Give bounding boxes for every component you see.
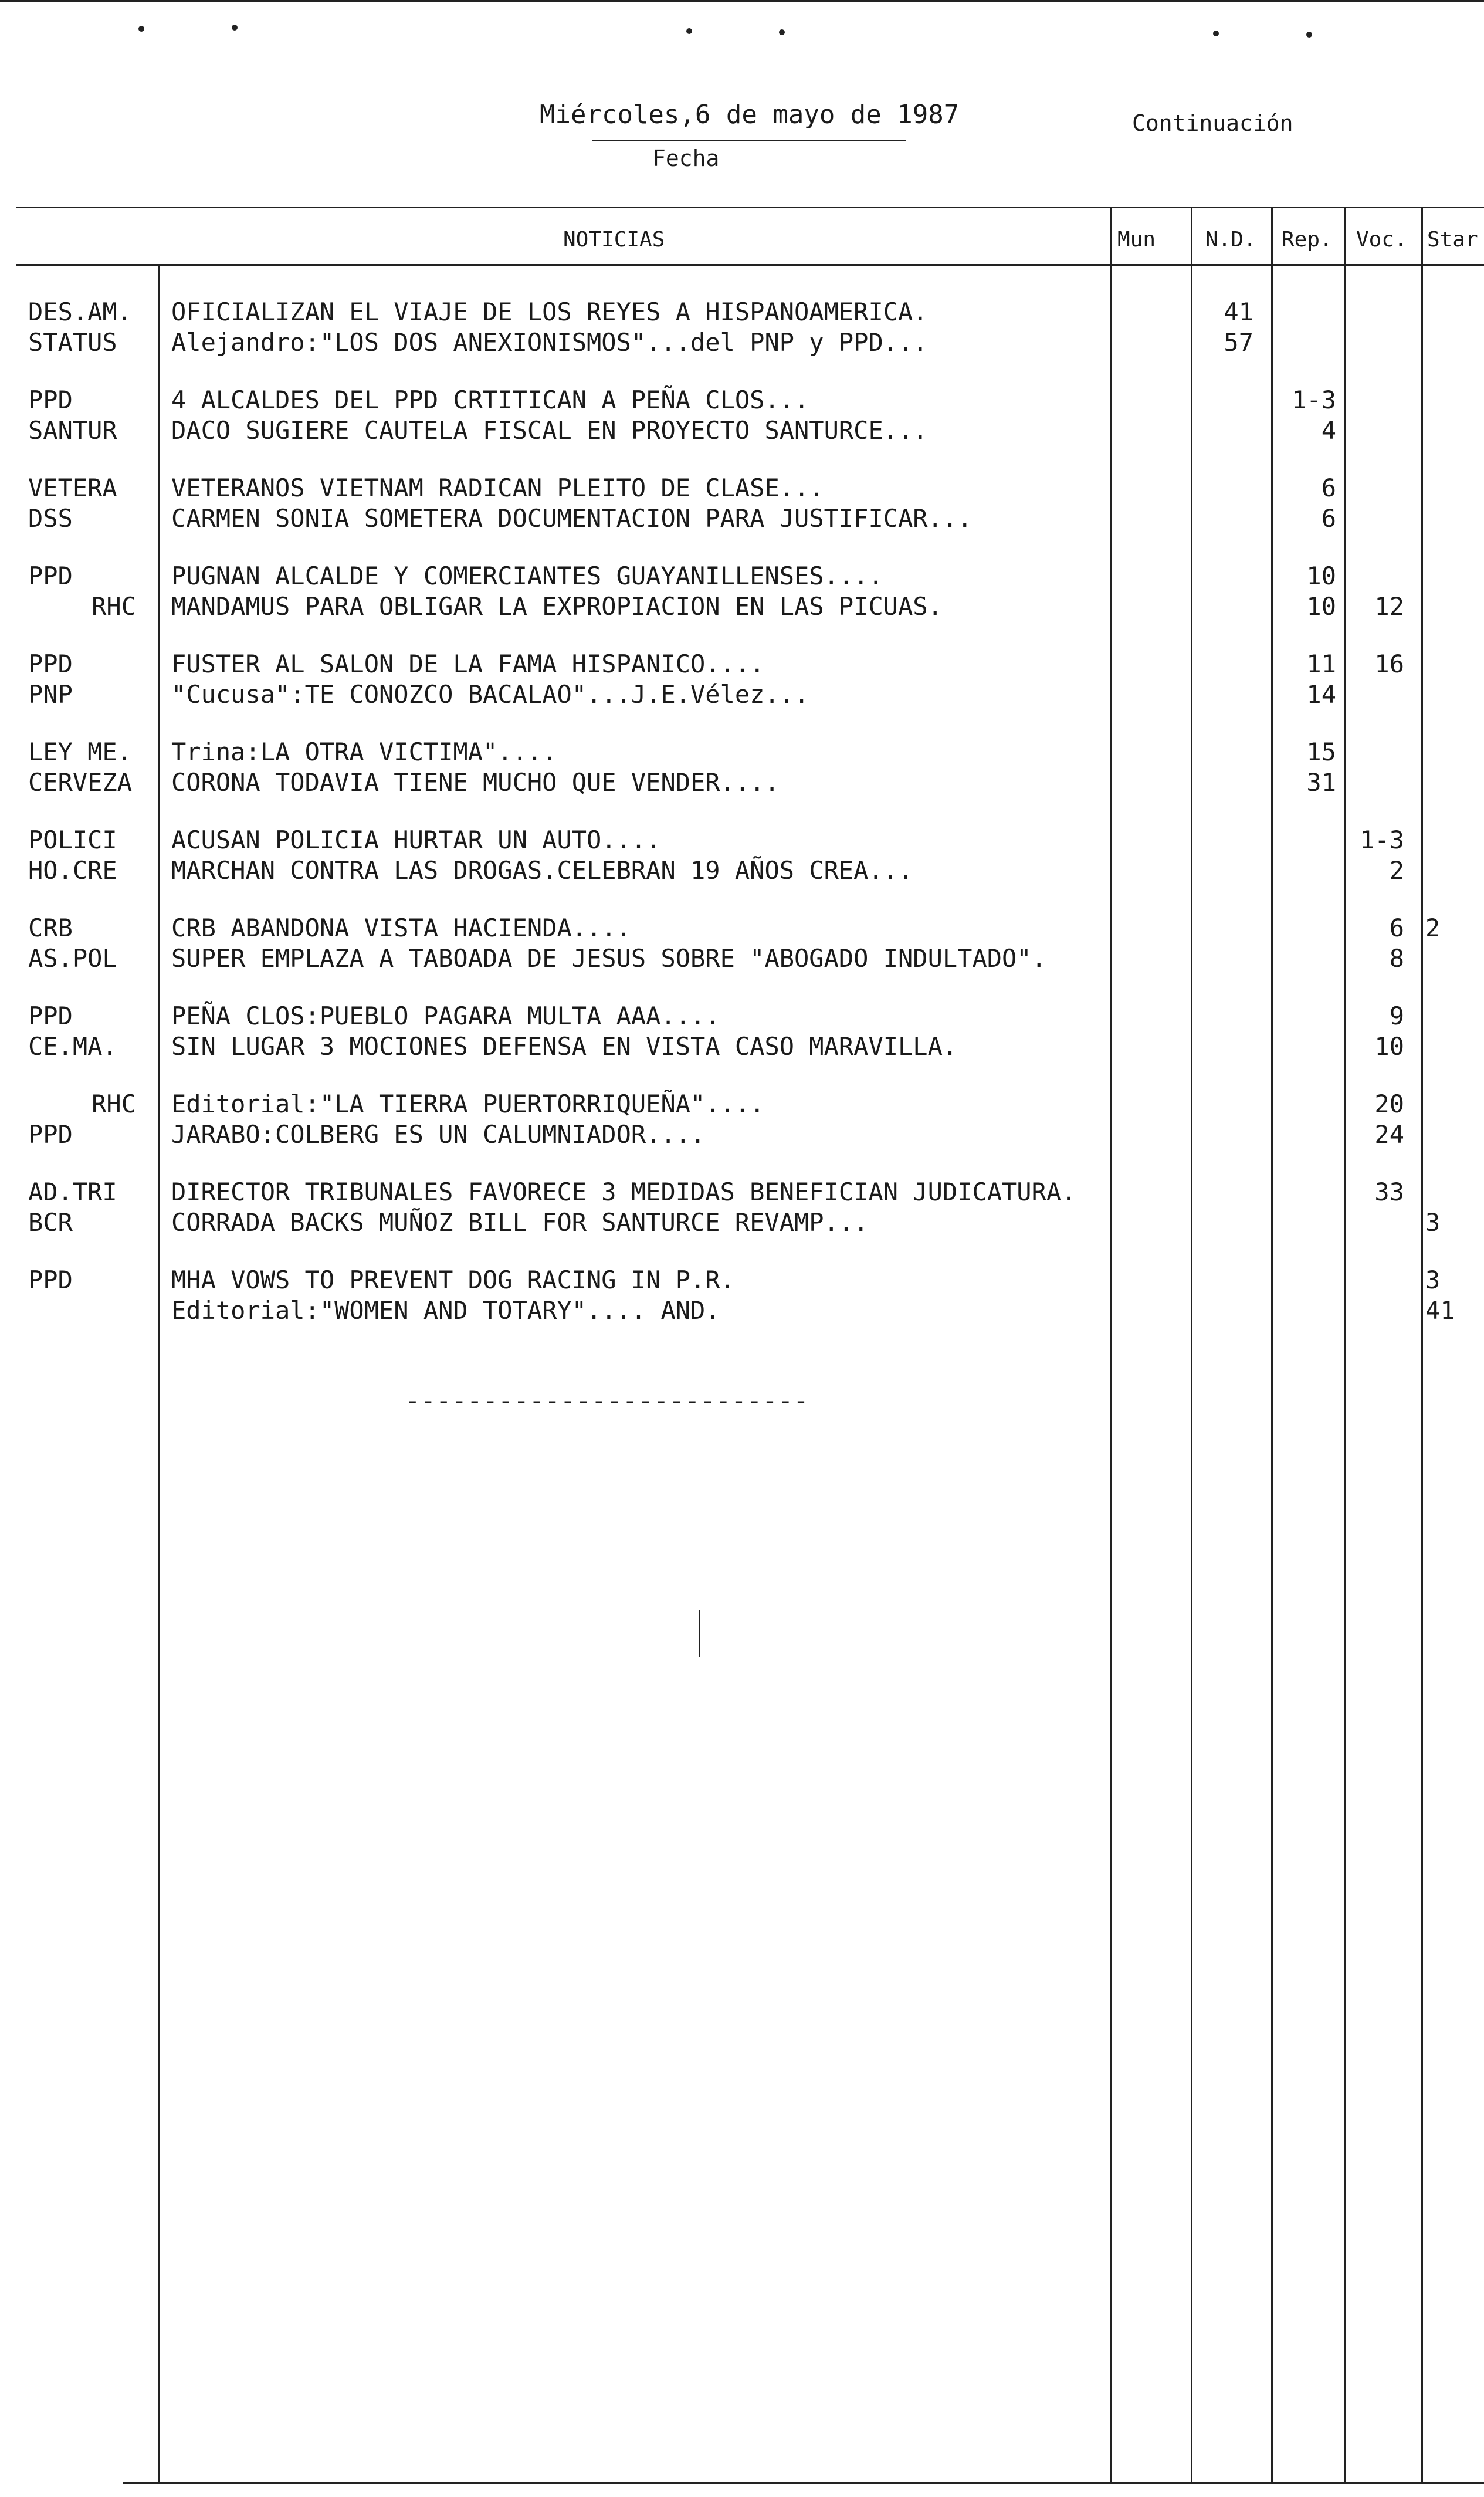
speck <box>1306 32 1312 38</box>
row-rep: 15 <box>1306 737 1336 766</box>
row-voc: 9 <box>1389 1001 1404 1030</box>
row-rep: 31 <box>1306 768 1336 797</box>
row-rep: 14 <box>1306 680 1336 709</box>
row-code: CERVEZA <box>28 768 133 797</box>
row-nd: 41 <box>1224 297 1253 326</box>
speck <box>686 28 692 34</box>
speck <box>779 29 785 35</box>
row-text: CRB ABANDONA VISTA HACIENDA.... <box>171 913 631 942</box>
row-code: PPD <box>28 385 73 414</box>
speck <box>138 26 144 32</box>
stray-mark <box>699 1610 700 1657</box>
date-underline <box>592 140 906 141</box>
row-rep: 6 <box>1321 473 1336 502</box>
continuation-label: Continuación <box>1132 110 1293 136</box>
row-text: PUGNAN ALCALDE Y COMERCIANTES GUAYANILLENSES.... <box>171 561 883 590</box>
column-header-noticias: NOTICIAS <box>563 228 665 252</box>
row-text: CARMEN SONIA SOMETERA DOCUMENTACION PARA JUSTIFICAR... <box>171 504 973 533</box>
row-voc: 6 <box>1389 913 1404 942</box>
row-star: 41 <box>1425 1296 1455 1325</box>
row-code: AS.POL <box>28 944 117 973</box>
row-text: "Cucusa":TE CONOZCO BACALAO"...J.E.Vélez... <box>171 680 809 709</box>
row-text: CORONA TODAVIA TIENE MUCHO QUE VENDER.... <box>171 768 780 797</box>
row-code: PPD <box>28 1001 73 1030</box>
row-text: Editorial:"WOMEN AND TOTARY".... AND. <box>171 1296 720 1325</box>
row-code: CRB <box>28 913 73 942</box>
row-text: DACO SUGIERE CAUTELA FISCAL EN PROYECTO SANTURCE... <box>171 416 928 445</box>
row-text: SUPER EMPLAZA A TABOADA DE JESUS SOBRE "ABOGADO INDULTADO". <box>171 944 1046 973</box>
table-header-border <box>16 264 1484 266</box>
row-code: RHC <box>92 592 136 621</box>
row-text: JARABO:COLBERG ES UN CALUMNIADOR.... <box>171 1120 706 1149</box>
row-text: CORRADA BACKS MUÑOZ BILL FOR SANTURCE REVAMP... <box>171 1208 869 1237</box>
row-text: DIRECTOR TRIBUNALES FAVORECE 3 MEDIDAS BENEFICIAN JUDICATURA. <box>171 1178 1076 1206</box>
date-caption: Fecha <box>652 146 720 171</box>
row-code: PPD <box>28 649 73 678</box>
row-code: BCR <box>28 1208 73 1237</box>
row-code: PPD <box>28 561 73 590</box>
row-rep: 4 <box>1321 416 1336 445</box>
column-header-rep: Rep. <box>1282 228 1333 252</box>
row-rep: 11 <box>1306 649 1336 678</box>
row-code: STATUS <box>28 328 117 357</box>
row-text: MHA VOWS TO PREVENT DOG RACING IN P.R. <box>171 1266 735 1294</box>
row-voc: 33 <box>1374 1178 1404 1206</box>
row-text: 4 ALCALDES DEL PPD CRTITICAN A PEÑA CLOS... <box>171 385 809 414</box>
row-voc: 1-3 <box>1360 825 1404 854</box>
row-code: SANTUR <box>28 416 117 445</box>
row-rep: 10 <box>1306 592 1336 621</box>
row-code: PNP <box>28 680 73 709</box>
row-voc: 16 <box>1374 649 1404 678</box>
row-rep: 6 <box>1321 504 1336 533</box>
row-text: MARCHAN CONTRA LAS DROGAS.CELEBRAN 19 AÑOS CREA... <box>171 856 913 885</box>
end-of-list-rule: -------------------------- <box>405 1386 809 1416</box>
top-edge-line <box>0 0 1484 2</box>
row-voc: 12 <box>1374 592 1404 621</box>
rep-column-divider <box>1271 207 1273 2483</box>
row-code: AD.TRI <box>28 1178 117 1206</box>
row-text: Alejandro:"LOS DOS ANEXIONISMOS"...del PNP y PPD... <box>171 328 928 357</box>
row-code: PPD <box>28 1266 73 1294</box>
row-code: CE.MA. <box>28 1032 117 1061</box>
row-text: Editorial:"LA TIERRA PUERTORRIQUEÑA".... <box>171 1090 765 1118</box>
column-header-mun: Mun <box>1117 228 1156 252</box>
row-star: 2 <box>1425 913 1441 942</box>
nd-column-divider <box>1191 207 1192 2483</box>
row-code: POLICI <box>28 825 117 854</box>
column-header-star: Star <box>1427 228 1478 252</box>
row-code: VETERA <box>28 473 117 502</box>
row-rep: 10 <box>1306 561 1336 590</box>
row-voc: 10 <box>1374 1032 1404 1061</box>
star-column-divider <box>1421 207 1423 2483</box>
row-text: SIN LUGAR 3 MOCIONES DEFENSA EN VISTA CASO MARAVILLA. <box>171 1032 958 1061</box>
column-header-voc: Voc. <box>1356 228 1407 252</box>
row-text: FUSTER AL SALON DE LA FAMA HISPANICO.... <box>171 649 765 678</box>
table-bottom-border <box>123 2482 1484 2484</box>
row-voc: 8 <box>1389 944 1404 973</box>
speck <box>232 25 238 31</box>
row-star: 3 <box>1425 1266 1441 1294</box>
code-column-divider <box>158 265 160 2483</box>
column-header-nd: N.D. <box>1205 228 1256 252</box>
mun-column-divider <box>1110 207 1112 2483</box>
row-text: OFICIALIZAN EL VIAJE DE LOS REYES A HISPANOAMERICA. <box>171 297 928 326</box>
row-voc: 2 <box>1389 856 1404 885</box>
row-voc: 20 <box>1374 1090 1404 1118</box>
row-star: 3 <box>1425 1208 1441 1237</box>
row-text: Trina:LA OTRA VICTIMA".... <box>171 737 557 766</box>
row-code: LEY ME. <box>28 737 133 766</box>
row-text: PEÑA CLOS:PUEBLO PAGARA MULTA AAA.... <box>171 1001 720 1030</box>
row-rep: 1-3 <box>1292 385 1336 414</box>
report-date: Miércoles,6 de mayo de 1987 <box>540 100 960 130</box>
row-code: DSS <box>28 504 73 533</box>
row-nd: 57 <box>1224 328 1253 357</box>
table-top-border <box>16 207 1484 208</box>
row-code: RHC <box>92 1090 136 1118</box>
row-text: ACUSAN POLICIA HURTAR UN AUTO.... <box>171 825 661 854</box>
row-text: VETERANOS VIETNAM RADICAN PLEITO DE CLASE... <box>171 473 824 502</box>
row-voc: 24 <box>1374 1120 1404 1149</box>
row-code: HO.CRE <box>28 856 117 885</box>
row-text: MANDAMUS PARA OBLIGAR LA EXPROPIACION EN LAS PICUAS. <box>171 592 943 621</box>
speck <box>1213 31 1219 36</box>
row-code: PPD <box>28 1120 73 1149</box>
voc-column-divider <box>1344 207 1346 2483</box>
row-code: DES.AM. <box>28 297 133 326</box>
